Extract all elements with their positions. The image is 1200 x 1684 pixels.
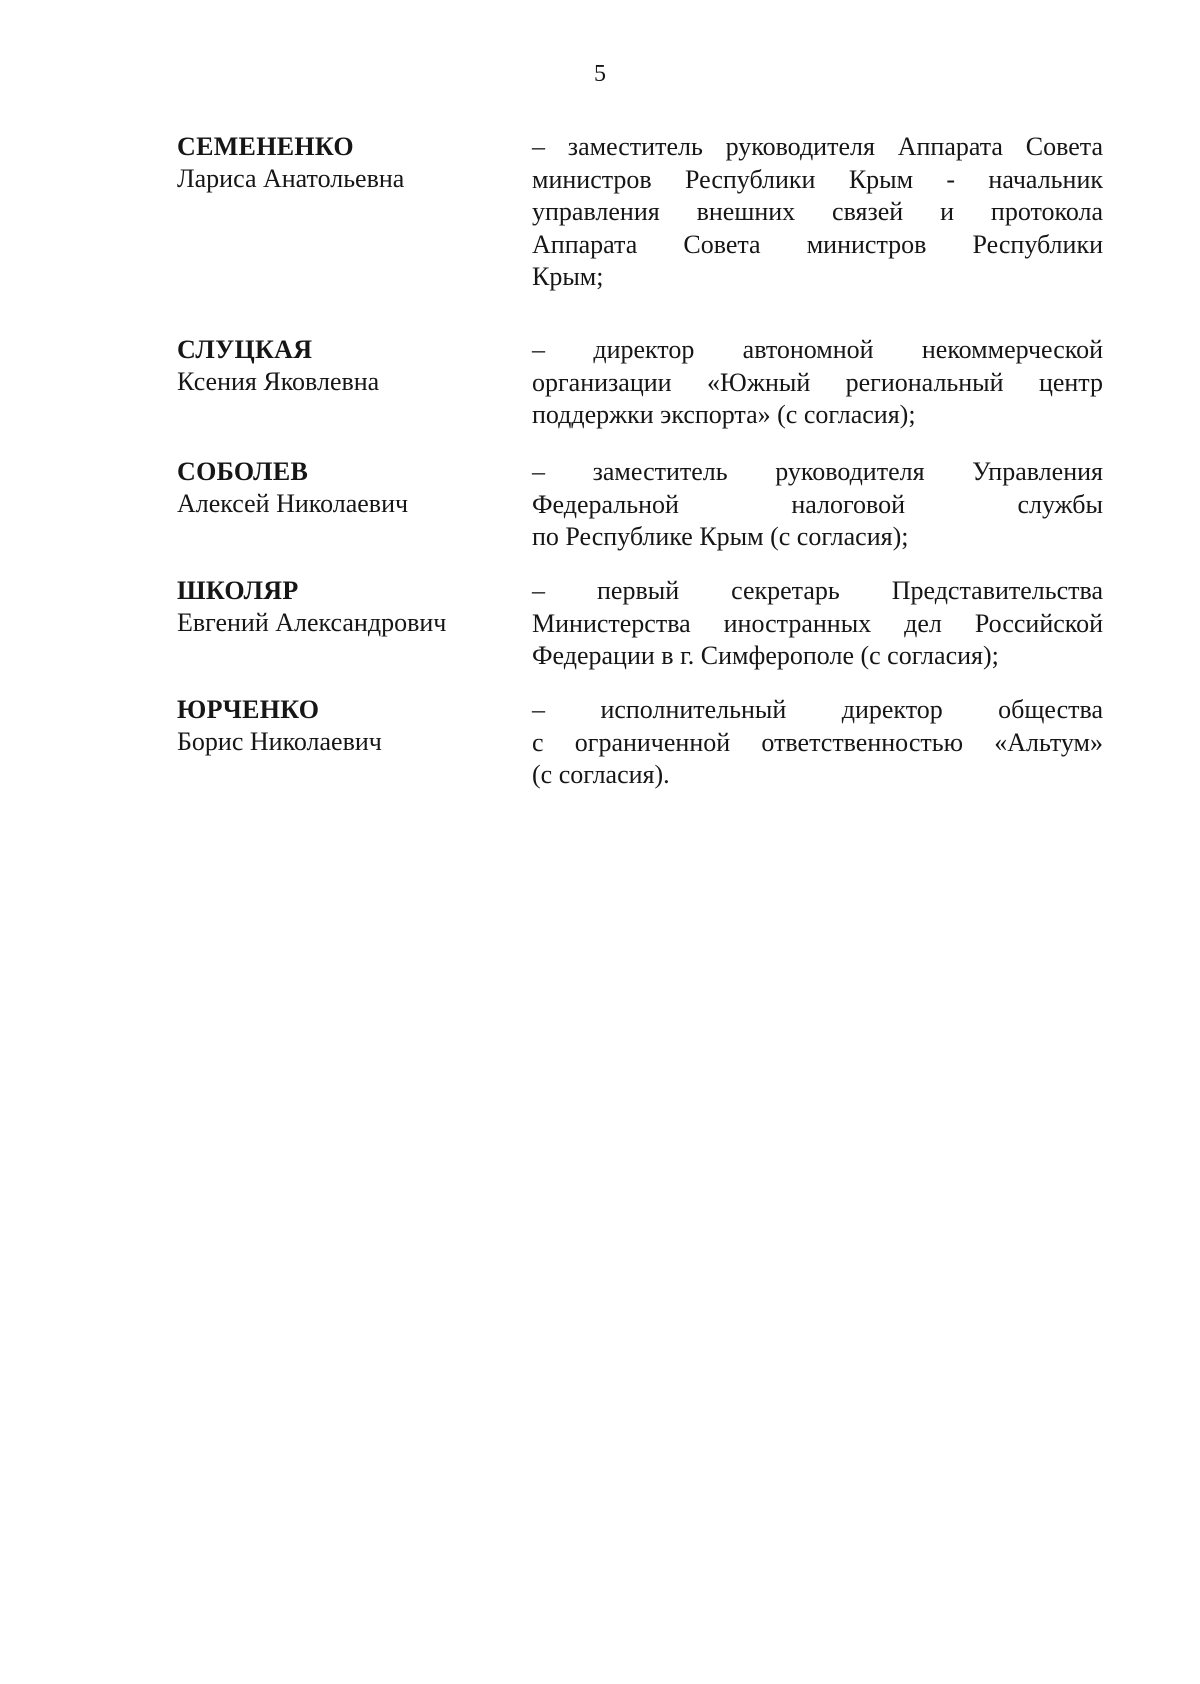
position-line: – заместитель руководителя Аппарата Совета (532, 132, 1103, 161)
member-given-name: Ксения Яковлевна (177, 367, 380, 396)
position-line: поддержки экспорта» (с согласия); (532, 400, 916, 429)
position-line: Федерации в г. Симферополе (с согласия); (532, 641, 999, 670)
position-line: управления внешних связей и протокола (532, 197, 1103, 226)
position-line: с ограниченной ответственностью «Альтум» (532, 727, 1103, 757)
member-given-name: Борис Николаевич (177, 727, 382, 756)
position-line: – заместитель руководителя Управления (532, 457, 1103, 486)
position-line: – директор автономной некоммерческой (532, 335, 1103, 364)
member-surname: СЛУЦКАЯ (177, 335, 313, 364)
member-position (532, 334, 1103, 432)
member-position (532, 575, 1103, 673)
member-surname: СЕМЕНЕНКО (177, 132, 354, 161)
member-surname: ШКОЛЯР (177, 576, 299, 605)
member-surname: СОБОЛЕВ (177, 457, 309, 486)
position-line: – исполнительный директор общества (532, 695, 1103, 724)
member-position (532, 694, 1103, 792)
member-given-name: Алексей Николаевич (177, 489, 409, 518)
position-line: министров Республики Крым - начальник (532, 164, 1103, 194)
position-line: организации «Южный региональный центр (532, 367, 1103, 397)
member-position (532, 131, 1103, 294)
position-line: Федеральной налоговой службы (532, 489, 1103, 519)
position-line: (с согласия). (532, 760, 670, 789)
position-line: Крым; (532, 262, 604, 291)
position-line: – первый секретарь Представительства (532, 576, 1103, 605)
member-surname: ЮРЧЕНКО (177, 695, 320, 724)
member-given-name: Лариса Анатольевна (177, 164, 405, 193)
member-given-name: Евгений Александрович (177, 608, 447, 637)
position-line: Министерства иностранных дел Российской (532, 608, 1103, 638)
member-position (532, 456, 1103, 554)
page-number: 5 (594, 61, 606, 87)
position-line: по Республике Крым (с согласия); (532, 522, 909, 551)
position-line: Аппарата Совета министров Республики (532, 229, 1103, 259)
